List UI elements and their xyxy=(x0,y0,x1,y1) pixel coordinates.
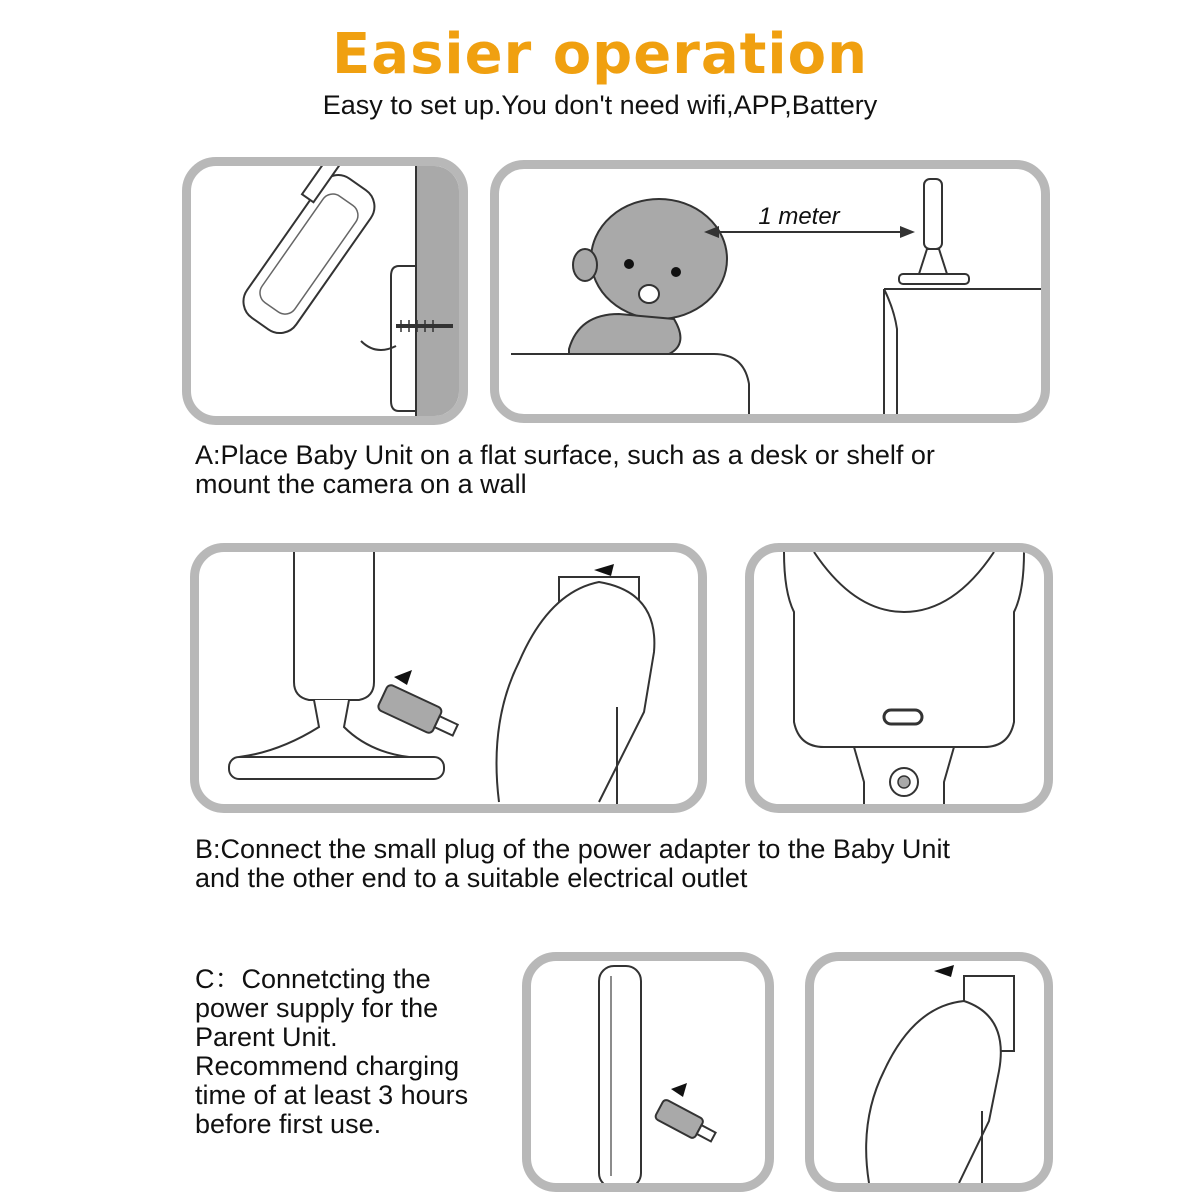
plug-parent-unit-drawing xyxy=(531,961,765,1183)
page-subtitle: Easy to set up.You don't need wifi,APP,Battery xyxy=(322,90,878,120)
outlet-plug-illustration xyxy=(805,952,1053,1192)
step-c-text: C：Connetcting the power supply for the Parent Unit. Recommend charging time of at least 3 hours before first use. xyxy=(195,964,469,1139)
plug-baby-unit-illustration xyxy=(190,543,707,813)
plug-parent-unit-illustration xyxy=(522,952,774,1192)
page-title: Easier operation xyxy=(332,22,868,87)
step-a-text: A:Place Baby Unit on a flat surface, such as a desk or shelf or mount the camera on a wall xyxy=(195,440,935,499)
outlet-plug-drawing xyxy=(814,961,1044,1183)
port-closeup-drawing xyxy=(754,552,1044,804)
wall-mount-illustration xyxy=(182,157,468,425)
distance-drawing xyxy=(499,169,1041,414)
plug-baby-unit-drawing xyxy=(199,552,698,804)
port-closeup-illustration xyxy=(745,543,1053,813)
distance-illustration xyxy=(490,160,1050,423)
wall-mount-drawing xyxy=(191,166,459,416)
step-b-text: B:Connect the small plug of the power adapter to the Baby Unit and the other end to a suitable electrical outlet xyxy=(195,834,950,893)
distance-label: 1 meter xyxy=(758,203,840,230)
